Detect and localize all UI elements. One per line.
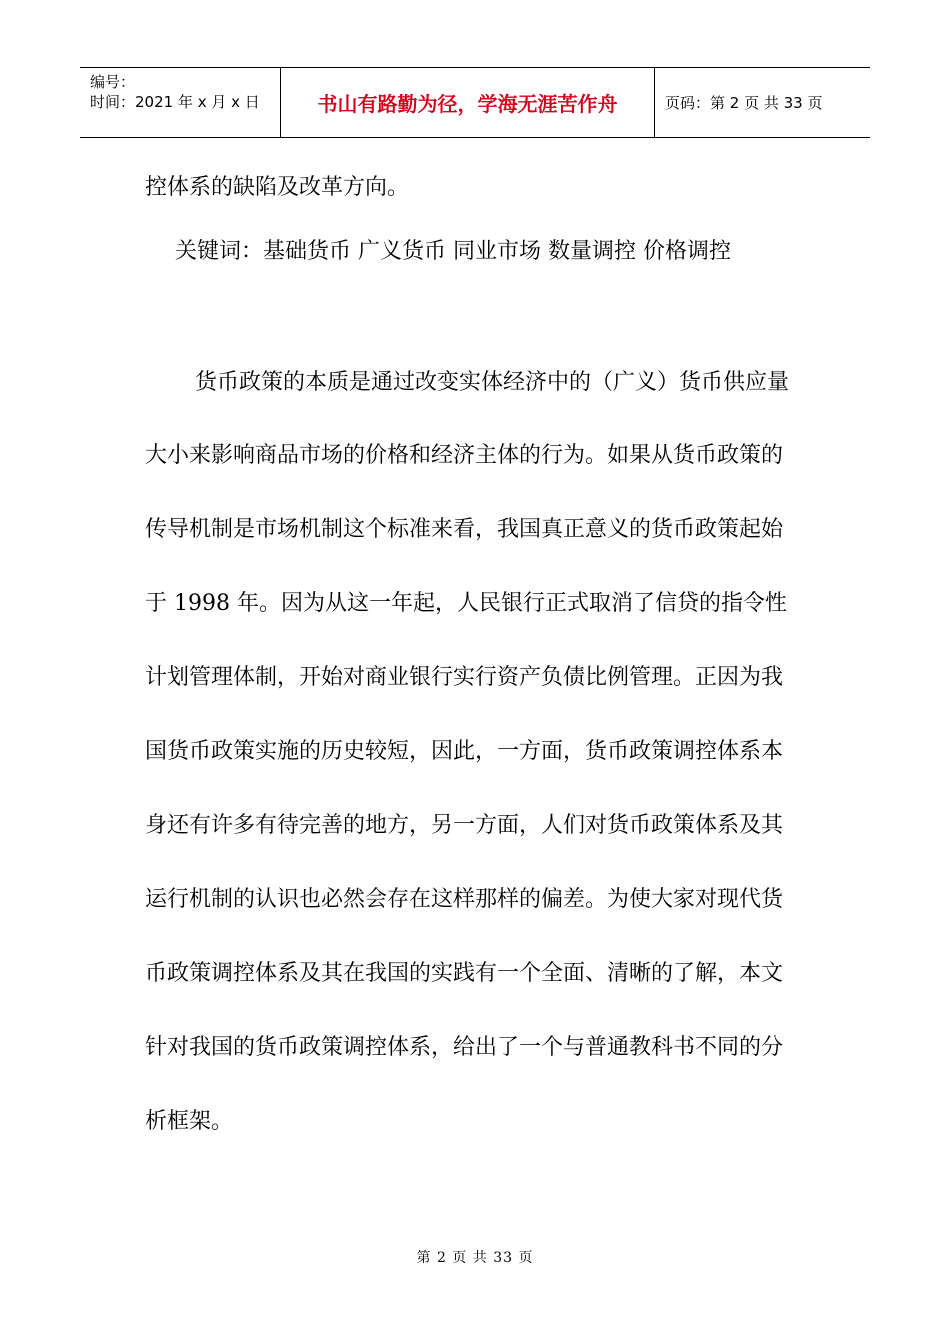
- paragraph-line: 币政策调控体系及其在我国的实践有一个全面、清晰的了解，本文: [145, 961, 784, 986]
- keywords-line: 关键词：基础货币 广义货币 同业市场 数量调控 价格调控: [175, 239, 731, 264]
- paragraph-line: 针对我国的货币政策调控体系，给出了一个与普通教科书不同的分: [145, 1035, 784, 1060]
- document-number-label: 编号：: [90, 73, 136, 91]
- page-footer: 第 2 页 共 33 页: [416, 1250, 534, 1266]
- paragraph-line: 析框架。: [145, 1109, 234, 1134]
- body-continuation-line: 控体系的缺陷及改革方向。: [145, 175, 410, 200]
- paragraph-line: 身还有许多有待完善的地方，另一方面，人们对货币政策体系及其: [145, 813, 784, 838]
- paragraph-line: 传导机制是市场机制这个标准来看，我国真正意义的货币政策起始: [145, 517, 784, 542]
- paragraph-line: 大小来影响商品市场的价格和经济主体的行为。如果从货币政策的: [145, 443, 784, 468]
- paragraph-line: 计划管理体制，开始对商业银行实行资产负债比例管理。正因为我: [145, 665, 784, 690]
- paragraph-line: 货币政策的本质是通过改变实体经济中的（广义）货币供应量: [195, 370, 790, 395]
- header-page-info: 页码：第 2 页 共 33 页: [665, 94, 823, 112]
- paragraph-line: 于 1998 年。因为从这一年起，人民银行正式取消了信贷的指令性: [145, 591, 787, 616]
- paragraph-line: 国货币政策实施的历史较短，因此，一方面，货币政策调控体系本: [145, 739, 784, 764]
- document-date: 时间：2021 年 x 月 x 日: [90, 93, 260, 111]
- paragraph-line: 运行机制的认识也必然会存在这样那样的偏差。为使大家对现代货: [145, 887, 784, 912]
- header-motto: 书山有路勤为径，学海无涯苦作舟: [281, 68, 655, 137]
- header-meta: [80, 68, 281, 137]
- page-header: [80, 67, 870, 138]
